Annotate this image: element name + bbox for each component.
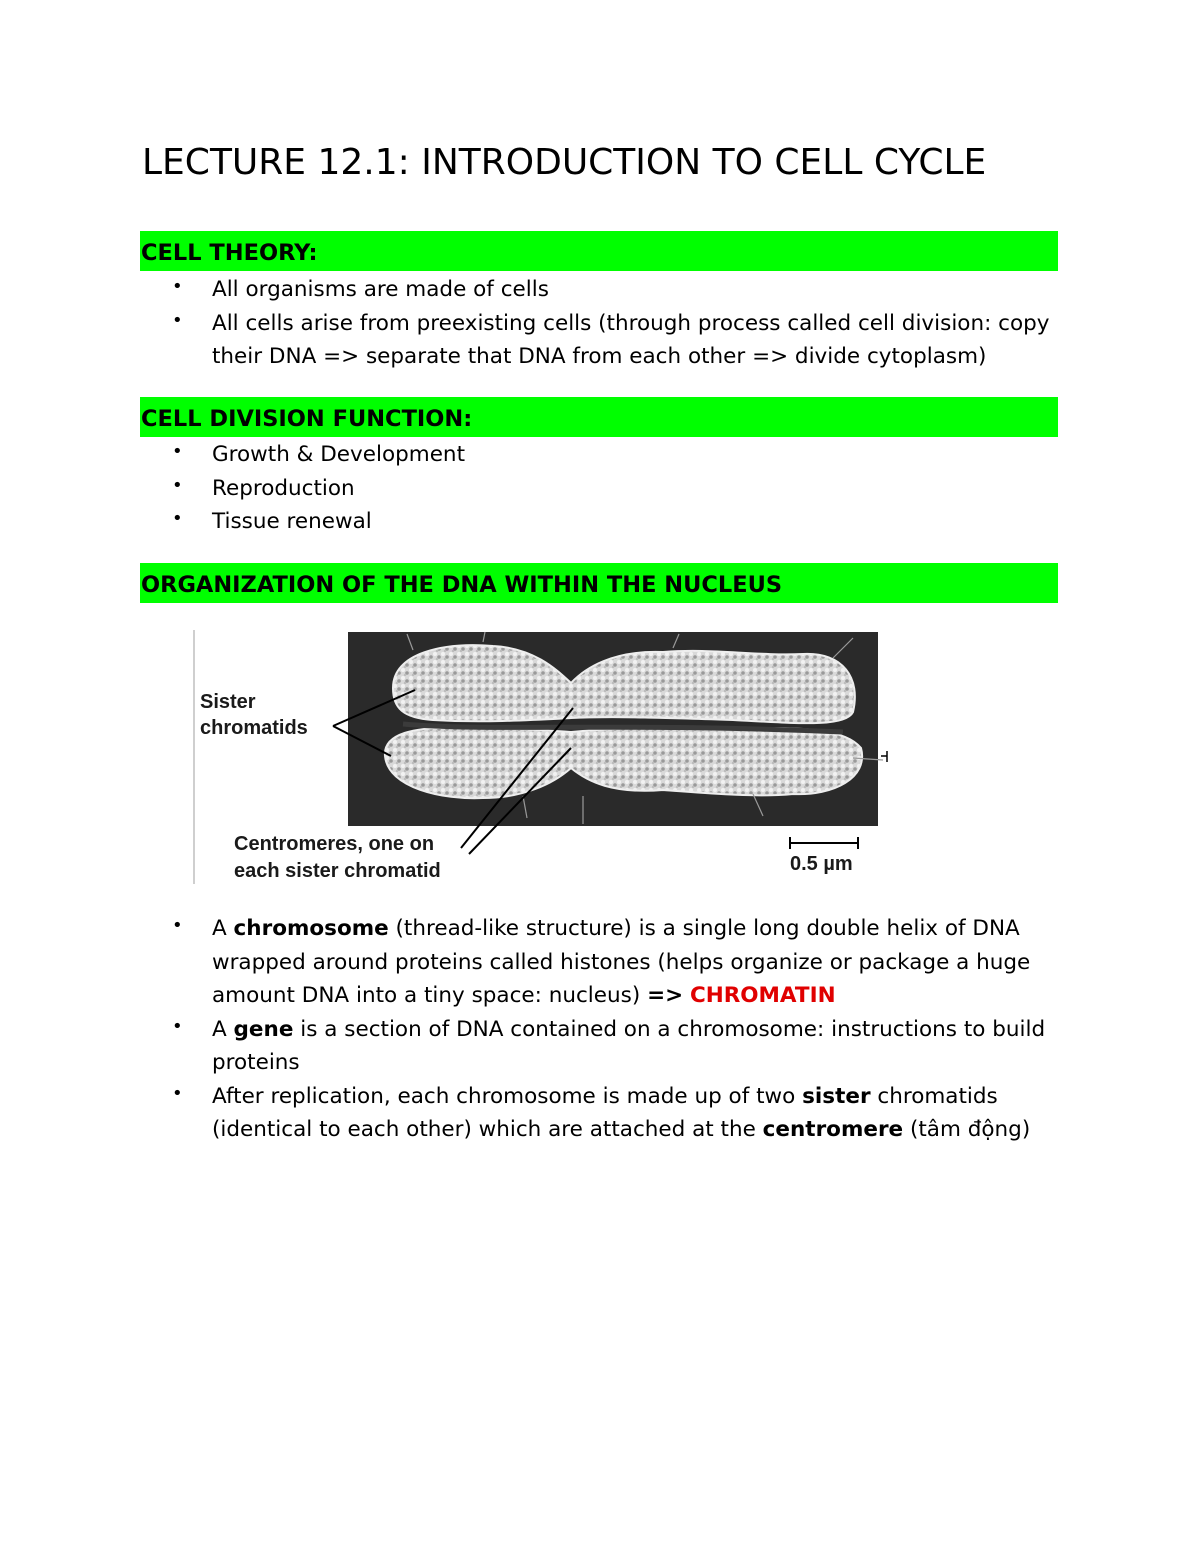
bullet-icon: • <box>172 915 183 936</box>
page-title: LECTURE 12.1: INTRODUCTION TO CELL CYCLE <box>142 142 987 183</box>
section-heading-dna-organization: ORGANIZATION OF THE DNA WITHIN THE NUCLEUS <box>140 563 1058 603</box>
bullet-icon: • <box>172 276 183 297</box>
scale-bar-label: 0.5 µm <box>790 853 853 875</box>
sister-label-line-1: Sister <box>200 691 256 713</box>
scale-bar <box>790 837 858 849</box>
bullet-icon: • <box>172 1082 183 1104</box>
list-item: • A gene is a section of DNA contained on a chromosome: instructions to build proteins <box>172 1013 1052 1080</box>
chromosome-figure <box>193 628 893 886</box>
section-heading-cell-division-function: CELL DIVISION FUNCTION: <box>140 397 1058 437</box>
dna-organization-list <box>172 912 1052 1147</box>
bullet-icon: • <box>172 441 183 462</box>
bullet-icon: • <box>172 1015 183 1037</box>
bullet-icon: • <box>172 508 183 529</box>
section-heading-cell-theory: CELL THEORY: <box>140 231 1058 271</box>
cell-division-function-list <box>172 438 1052 539</box>
bullet-icon: • <box>172 309 183 331</box>
lower-chromatid-shape <box>385 727 862 798</box>
list-item: • All cells arise from preexisting cells (through process called cell division: copy their DNA => separate that DNA from each other => divide cytoplasm) <box>172 307 1052 374</box>
list-item: • Growth & Development <box>172 438 1052 472</box>
sister-label-line-2: chromatids <box>200 717 308 739</box>
centromere-label-line-1: Centromeres, one on <box>234 833 435 855</box>
list-item: • All organisms are made of cells <box>172 273 1052 307</box>
upper-chromatid-shape <box>393 645 855 723</box>
centromere-label-line-2: each sister chromatid <box>234 860 441 882</box>
chromosome-illustration <box>193 628 893 886</box>
cell-theory-list <box>172 273 1052 374</box>
list-item: • A chromosome (thread-like structure) is a single long double helix of DNA wrapped around proteins called histones (helps organize or package a huge amount DNA into a tiny space: nucleus) => CHROMATIN <box>172 912 1052 1013</box>
list-item: • Reproduction <box>172 472 1052 506</box>
list-item: • After replication, each chromosome is made up of two sister chromatids (identical to each other) which are attached at the centromere (tâm động) <box>172 1080 1052 1147</box>
list-item: • Tissue renewal <box>172 505 1052 539</box>
bullet-icon: • <box>172 474 183 496</box>
chromatin-term: CHROMATIN <box>689 983 836 1008</box>
